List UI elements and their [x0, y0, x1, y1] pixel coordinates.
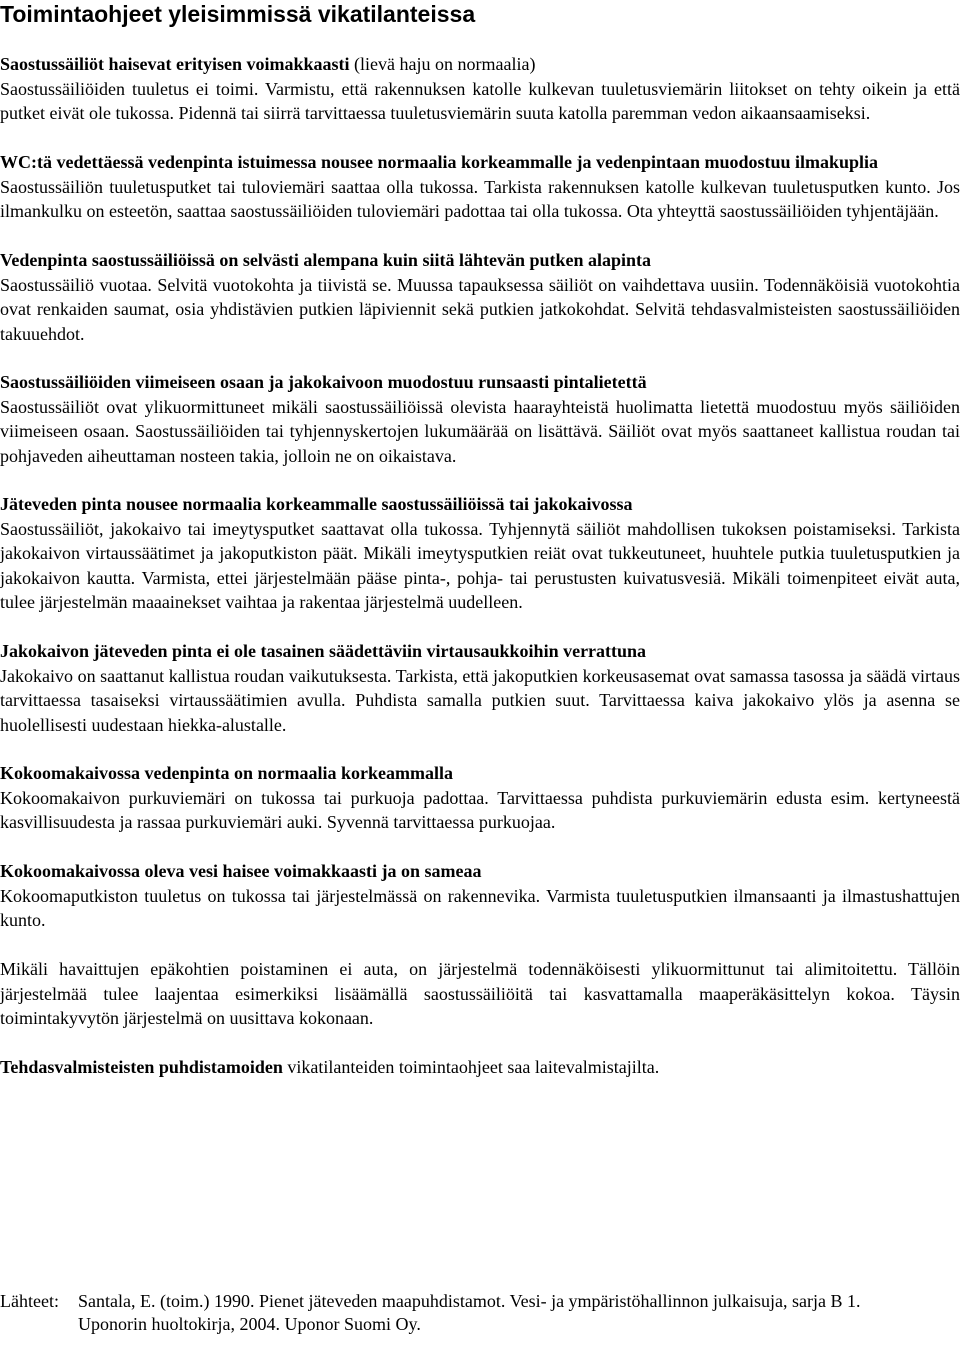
reference-item: Uponorin huoltokirja, 2004. Uponor Suomi Oy. [78, 1314, 421, 1334]
section-heading: WC:tä vedettäessä vedenpinta istuimessa nousee normaalia korkeammalle ja vedenpintaan muodostuu ilmakuplia [0, 152, 879, 172]
references [0, 1290, 960, 1336]
section-heading: Vedenpinta saostussäiliöissä on selvästi alempana kuin siitä lähtevän putken alapinta [0, 250, 651, 270]
section-wc-water-level [0, 150, 960, 224]
factory-note-heading: Tehdasvalmisteisten puhdistamoiden [0, 1057, 283, 1077]
section-heading: Kokoomakaivossa vedenpinta on normaalia korkeammalla [0, 763, 454, 783]
factory-note-text: vikatilanteiden toimintaohjeet saa laitevalmistajilta. [282, 1057, 660, 1077]
section-heading-line [0, 52, 960, 77]
page-title: Toimintaohjeet yleisimmissä vikatilanteissa [0, 1, 476, 27]
section-low-water-level [0, 248, 960, 346]
closing-paragraph-block [0, 957, 960, 1031]
references-list [78, 1290, 960, 1336]
section-heading: Jäteveden pinta nousee normaalia korkeammalle saostussäiliöissä tai jakokaivossa [0, 494, 633, 514]
references-row [0, 1290, 960, 1336]
section-body: Saostussäiliöt, jakokaivo tai imeytysputket saattavat olla tukossa. Tyhjennytä säiliöt mahdollisen tukoksen poistamiseksi. Tarkista jakokaivon virtaussäätimet ja jakoputkiston päät. Mikäli imeytysputkien reiät ovat tukkeutuneet, huuhtele putkia tuuletusputkien ja jakokaivon kautta. Varmista, ettei järjestelmään pääse pinta-, pohja- tai perustusten kuivatusvesiä. Mikäli toimenpiteet eivät auta, tulee järjestelmän maaainekset vaihtaa ja rakentaa järjestelmä uudelleen. [0, 518, 960, 612]
section-distribution-well [0, 639, 960, 737]
closing-paragraph: Mikäli havaittujen epäkohtien poistaminen ei auta, on järjestelmä todennäköisesti ylikuormittunut tai alimitoitettu. Tällöin järjestelmää tulee laajentaa esimerkiksi lisäämällä saostussäiliöitä tai kasvattamalla maaperäkäsittelyn kokoa. Täysin toimintakyvytön järjestelmä on uusittava kokonaan. [0, 959, 960, 1028]
factory-note-block [0, 1055, 960, 1080]
reference-item: Santala, E. (toim.) 1990. Pienet jäteveden maapuhdistamot. Vesi- ja ympäristöhallinnon julkaisuja, sarja B 1. [78, 1291, 861, 1311]
section-surface-sludge [0, 370, 960, 468]
section-heading: Saostussäiliöiden viimeiseen osaan ja jakokaivoon muodostuu runsaasti pintalietettä [0, 372, 647, 392]
section-heading: Jakokaivon jäteveden pinta ei ole tasainen säädettäviin virtausaukkoihin verrattuna [0, 641, 647, 661]
section-body: Kokoomakaivon purkuviemäri on tukossa tai purkuoja padottaa. Tarvittaessa puhdista purkuviemärin edusta esim. kertyneestä kasvillisuudesta ja rassaa purkuviemäri auki. Syvennä tarvittaessa purkuojaa. [0, 787, 960, 832]
section-body: Kokoomaputkiston tuuletus on tukossa tai järjestelmässä on rakennevika. Varmista tuuletusputkien ilmansaanti ja ilmastushattujen kunto. [0, 885, 960, 930]
section-body: Saostussäiliöiden tuuletus ei toimi. Varmistu, että rakennuksen katolle kulkevan tuuletusviemärin liitokset on tehty oikein ja että putket eivät ole tukossa. Pidennä tai siirrä tarvittaessa tuuletusviemärin suuta katolla paremman vedon aikaansaamiseksi. [0, 78, 960, 123]
factory-note [0, 1055, 960, 1080]
section-body: Jakokaivo on saattanut kallistua roudan vaikutuksesta. Tarkista, että jakoputkien korkeusasemat ovat samassa tasossa ja säädä virtaus tarvittaessa tasaiseksi virtaussäätimien avulla. Puhdista samalla putkien suut. Tarvittaessa kaiva jakokaivo ylös ja asenna se huolellisesti uudestaan hiekka-alustalle. [0, 665, 960, 735]
section-collection-well-level [0, 761, 960, 835]
section-heading: Saostussäiliöt haisevat erityisen voimakkaasti [0, 54, 350, 74]
section-high-water-level [0, 492, 960, 615]
section-body: Saostussäiliön tuuletusputket tai tuloviemäri saattaa olla tukossa. Tarkista rakennuksen katolle kulkevan tuuletusputken kunto. Jos ilmankulku on esteetön, saattaa saostussäiliöiden tuloviemäri padottaa tai olla tukossa. Ota yhteyttä saostussäiliöiden tyhjentäjään. [0, 176, 960, 221]
section-tank-odor [0, 52, 960, 126]
section-heading: Kokoomakaivossa oleva vesi haisee voimakkaasti ja on sameaa [0, 861, 482, 881]
section-body: Saostussäiliöt ovat ylikuormittuneet mikäli saostussäiliöissä olevista haarayhteistä huolimatta lietettä muodostuu myös säiliöiden viimeiseen osaan. Saostussäiliöiden tai tyhjennyskertojen lukumäärää on lisättävä. Säiliöt ovat myös saattaneet kallistua roudan tai pohjaveden aiheuttaman nosteen takia, jolloin ne on oikaistava. [0, 396, 960, 466]
section-collection-well-odor [0, 859, 960, 933]
section-heading-note: (lievä haju on normaalia) [349, 54, 536, 74]
section-body: Saostussäiliö vuotaa. Selvitä vuotokohta ja tiivistä se. Muussa tapauksessa säiliöt on vaihdettava uusiin. Todennäköisiä vuotokohtia ovat renkaiden saumat, osia yhdistävien putkien läpiviennit sekä putkien jatkokohdat. Selvitä tehdasvalmisteisten saostussäiliöiden takuuehdot. [0, 274, 960, 344]
references-label: Lähteet: [0, 1291, 59, 1311]
